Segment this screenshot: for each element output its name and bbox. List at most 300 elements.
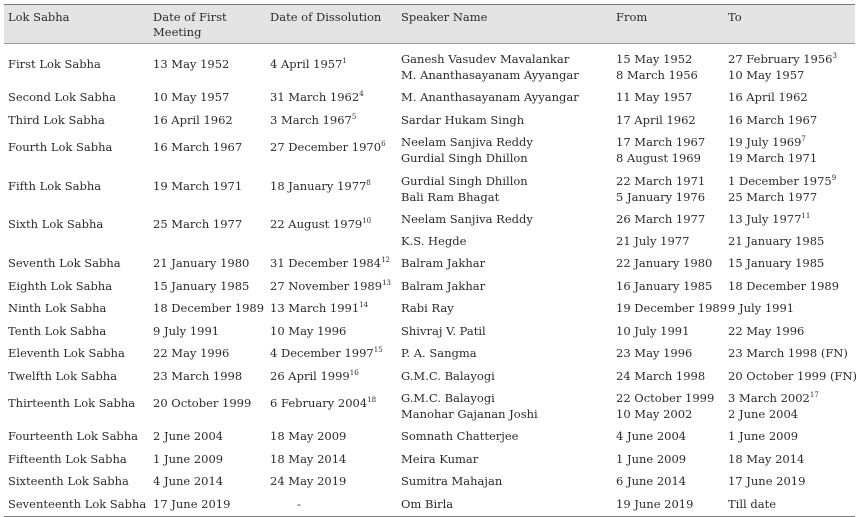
line-text: 21 January 1985 [728,233,825,248]
cell-dissolution-text: - [297,496,301,511]
footnote-ref: 7 [801,135,806,144]
cell-dissolution [266,424,397,447]
table-row [4,85,855,108]
cell-dissolution [266,207,397,251]
line-text: 16 April 1962 [728,90,808,104]
line-text: 1 June 2009 [616,451,687,466]
line-text: Somnath Chatterjee [401,429,519,443]
line-text: 5 January 1976 [616,189,706,204]
cell-first-meeting-text: 1 June 2009 [153,451,224,466]
cell-dissolution-text: 22 August 1979 [270,217,363,231]
cell-speaker-name [397,341,612,364]
cell-lok-sabha [4,44,149,86]
cell-lok-sabha-text: Fourth Lok Sabha [8,140,113,154]
speaker-name-line [401,407,608,423]
cell-lok-sabha [4,319,149,342]
line-text: 10 July 1991 [616,323,690,338]
to-date-line [728,212,851,228]
table-row [4,274,855,297]
to-date-line [728,346,851,362]
cell-lok-sabha-text: First Lok Sabha [8,57,101,71]
line-text: 19 July 1969 [728,135,802,149]
cell-lok-sabha [4,251,149,274]
cell-lok-sabha-text: Twelfth Lok Sabha [8,368,118,383]
cell-lok-sabha-text: Seventh Lok Sabha [8,256,121,270]
line-text: 22 January 1980 [616,256,713,270]
cell-first-meeting-text: 20 October 1999 [153,396,252,410]
cell-dissolution-text: 4 December 1997 [270,346,374,360]
cell-first-meeting [149,319,266,342]
cell-first-meeting [149,424,266,447]
cell-from [612,108,724,131]
from-date-line [616,474,720,490]
cell-speaker-name [397,85,612,108]
speaker-name-line [401,346,608,362]
cell-first-meeting-text: 21 January 1980 [153,256,250,270]
lok-sabha-speakers-table [4,4,855,517]
cell-to [724,341,855,364]
to-date-line [728,68,851,84]
cell-dissolution-text: 3 March 1967 [270,112,352,127]
line-text: Rabi Ray [401,301,454,315]
cell-speaker-name [397,447,612,470]
speaker-name-line [401,190,608,206]
from-date-line [616,452,720,468]
to-date-line [728,324,851,340]
speaker-name-line [401,113,608,129]
header-date-first-meeting: Date of First Meeting [153,10,227,39]
line-text: 13 July 1977 [728,212,802,226]
footnote-ref: 15 [373,346,383,355]
footnote-ref: 3 [832,52,837,61]
cell-first-meeting [149,251,266,274]
footnote-ref: 4 [359,90,364,99]
cell-first-meeting [149,274,266,297]
line-text: 17 April 1962 [616,112,696,127]
cell-dissolution-text: 4 April 1957 [270,57,343,71]
line-text: 3 March 2002 [728,391,810,405]
cell-from [612,130,724,168]
speaker-name-line [401,151,608,167]
cell-lok-sabha [4,469,149,492]
cell-from [612,168,724,207]
cell-dissolution-text: 27 November 1989 [270,278,383,293]
speaker-name-line [401,324,608,340]
to-date-line [728,407,851,423]
cell-first-meeting [149,296,266,319]
footnote-ref: 1 [342,57,347,66]
speaker-name-line [401,256,608,272]
cell-to [724,296,855,319]
cell-speaker-name [397,296,612,319]
footnote-ref: 8 [366,179,371,188]
from-date-line [616,212,720,228]
cell-first-meeting [149,108,266,131]
cell-first-meeting-text: 2 June 2004 [153,429,224,443]
line-text: 21 July 1977 [616,233,690,248]
line-text: 10 May 2002 [616,406,693,421]
cell-first-meeting [149,130,266,168]
speaker-name-line [401,52,608,68]
line-text: M. Ananthasayanam Ayyangar [401,90,579,104]
line-text: Balram Jakhar [401,256,486,270]
cell-from [612,251,724,274]
from-date-line [616,151,720,167]
table-row [4,108,855,131]
cell-dissolution-text: 31 March 1962 [270,90,360,104]
cell-speaker-name [397,168,612,207]
cell-lok-sabha-text: Fourteenth Lok Sabha [8,429,139,443]
line-text: 23 May 1996 [616,346,693,360]
to-date-line [728,174,851,190]
cell-lok-sabha-text: Seventeenth Lok Sabha [8,496,147,511]
to-date-line [728,279,851,295]
table-row [4,424,855,447]
cell-from [612,469,724,492]
cell-dissolution-text: 24 May 2019 [270,474,347,488]
to-date-line [728,474,851,490]
cell-dissolution [266,469,397,492]
line-text: Sumitra Mahajan [401,474,503,488]
cell-speaker-name [397,44,612,86]
cell-lok-sabha-text: Ninth Lok Sabha [8,301,107,315]
from-date-line [616,190,720,206]
line-text: 17 June 2019 [728,474,806,488]
speaker-name-line [401,474,608,490]
to-date-line [728,90,851,106]
header-lok-sabha: Lok Sabha [8,10,70,24]
table-row [4,319,855,342]
cell-lok-sabha [4,296,149,319]
cell-from [612,424,724,447]
line-text: 8 March 1956 [616,67,698,82]
from-date-line [616,90,720,106]
cell-speaker-name [397,274,612,297]
line-text: 9 July 1991 [728,301,795,315]
line-text: Ganesh Vasudev Mavalankar [401,52,570,66]
footnote-ref: 17 [809,391,819,400]
cell-lok-sabha-text: Second Lok Sabha [8,90,117,104]
cell-first-meeting-text: 9 July 1991 [153,323,220,338]
footnote-ref: 9 [831,174,837,183]
line-text: 22 October 1999 [616,391,715,405]
cell-dissolution [266,296,397,319]
line-text: Manohar Gajanan Joshi [401,406,538,421]
cell-to [724,85,855,108]
line-text: 11 May 1957 [616,90,693,104]
cell-from [612,364,724,387]
cell-from [612,492,724,517]
line-text: 23 March 1998 (FN) [728,346,848,360]
speaker-name-line [401,391,608,407]
cell-dissolution [266,251,397,274]
cell-first-meeting [149,44,266,86]
cell-lok-sabha-text: Eleventh Lok Sabha [8,346,125,360]
table-row [4,207,855,251]
cell-lok-sabha [4,447,149,470]
cell-speaker-name [397,469,612,492]
speaker-name-line [401,452,608,468]
table-header-row [4,5,855,44]
header-from: From [616,10,648,24]
cell-first-meeting-text: 15 January 1985 [153,278,250,293]
cell-lok-sabha [4,168,149,207]
cell-to [724,492,855,517]
cell-first-meeting [149,492,266,517]
to-date-line [728,135,851,151]
to-date-line [728,52,851,68]
cell-from [612,207,724,251]
line-text: Shivraj V. Patil [401,323,486,338]
cell-first-meeting-text: 22 May 1996 [153,346,230,360]
cell-first-meeting-text: 16 April 1962 [153,112,233,127]
cell-dissolution-text: 18 May 2014 [270,451,347,466]
cell-to [724,108,855,131]
cell-dissolution [266,364,397,387]
cell-lok-sabha [4,492,149,517]
line-text: 15 January 1985 [728,256,825,270]
speaker-name-line [401,429,608,445]
table-row [4,296,855,319]
cell-lok-sabha [4,274,149,297]
cell-from [612,296,728,319]
cell-to [724,251,855,274]
cell-first-meeting [149,341,266,364]
table-row [4,492,855,517]
cell-to [724,319,855,342]
cell-dissolution-text: 6 February 2004 [270,396,368,410]
cell-dissolution-text: 31 December 1984 [270,256,382,270]
cell-first-meeting [149,469,266,492]
line-text: Sardar Hukam Singh [401,112,525,127]
line-text: Balram Jakhar [401,278,486,293]
cell-to [724,424,855,447]
cell-dissolution [266,492,397,517]
to-date-line [728,301,851,317]
to-date-line [728,256,851,272]
line-text: 18 May 2014 [728,451,805,466]
line-text: M. Ananthasayanam Ayyangar [401,67,579,82]
cell-first-meeting-text: 13 May 1952 [153,57,230,71]
line-text: 24 March 1998 [616,368,706,383]
table-row [4,341,855,364]
line-text: Neelam Sanjiva Reddy [401,135,533,149]
footnote-ref: 12 [381,256,390,265]
line-text: 10 May 1957 [728,67,805,82]
table-row [4,364,855,387]
speaker-name-line [401,68,608,84]
cell-from [612,44,724,86]
cell-first-meeting-text: 23 March 1998 [153,368,243,383]
cell-lok-sabha [4,386,149,424]
cell-dissolution [266,168,397,207]
from-date-line [616,324,720,340]
cell-first-meeting-text: 4 June 2014 [153,474,224,488]
cell-to [724,386,855,424]
cell-from [612,341,724,364]
cell-from [612,386,724,424]
line-text: 22 March 1971 [616,174,706,188]
from-date-line [616,369,720,385]
cell-to [724,207,855,251]
to-date-line [728,113,851,129]
cell-lok-sabha [4,424,149,447]
cell-lok-sabha-text: Eighth Lok Sabha [8,278,113,293]
cell-first-meeting-text: 18 December 1989 [153,301,265,315]
cell-first-meeting [149,85,266,108]
from-date-line [616,391,720,407]
from-date-line [616,113,720,129]
to-date-line [728,368,857,385]
line-text: 15 May 1952 [616,52,693,66]
speaker-name-line [401,212,608,228]
cell-dissolution [266,341,397,364]
cell-to [724,130,855,168]
line-text: G.M.C. Balayogi [401,368,495,383]
cell-dissolution-text: 26 April 1999 [270,368,350,383]
cell-to [724,274,855,297]
footnote-ref: 11 [801,212,811,221]
line-text: 17 March 1967 [616,135,706,149]
line-text: 19 June 2019 [616,496,694,511]
cell-first-meeting-text: 16 March 1967 [153,140,243,154]
cell-lok-sabha-text: Fifth Lok Sabha [8,179,102,193]
line-text: 16 March 1967 [728,112,818,127]
from-date-line [616,346,720,362]
footnote-ref: 6 [381,140,386,149]
line-text: 18 December 1989 [728,278,840,293]
to-date-line [728,429,851,445]
cell-dissolution [266,447,397,470]
cell-first-meeting-text: 10 May 1957 [153,90,230,104]
header-date-dissolution: Date of Dissolution [270,10,382,24]
line-text: 2 June 2004 [728,406,799,421]
to-date-line [728,391,851,407]
cell-first-meeting-text: 19 March 1971 [153,179,243,193]
from-date-line [616,279,720,295]
cell-first-meeting [149,168,266,207]
to-date-line [728,234,851,250]
cell-dissolution [266,386,397,424]
cell-to [724,364,855,387]
line-text: 4 June 2004 [616,429,687,443]
cell-from [612,85,724,108]
to-date-line [728,190,851,206]
cell-speaker-name [397,251,612,274]
line-text: 1 June 2009 [728,429,799,443]
cell-first-meeting [149,447,266,470]
footnote-ref: 18 [367,396,377,405]
line-text: 25 March 1977 [728,189,818,204]
cell-dissolution-text: 10 May 1996 [270,323,347,338]
cell-lok-sabha-text: Sixteenth Lok Sabha [8,474,129,488]
cell-dissolution [266,130,397,168]
from-date-line [616,256,720,272]
cell-dissolution [266,319,397,342]
from-date-line [616,497,720,513]
cell-first-meeting-text: 25 March 1977 [153,217,243,231]
from-date-line [616,135,720,151]
footnote-ref: 13 [382,278,391,287]
cell-dissolution-text: 13 March 1991 [270,301,360,315]
speaker-name-line [401,234,608,250]
cell-lok-sabha [4,108,149,131]
cell-speaker-name [397,130,612,168]
to-date-line [728,151,851,167]
line-text: 22 May 1996 [728,323,805,338]
speaker-name-line [401,135,608,151]
to-date-line [728,452,851,468]
footnote-ref: 5 [351,112,357,121]
from-date-line [616,407,720,423]
speaker-name-line [401,301,608,317]
cell-to [724,447,855,470]
speaker-name-line [401,279,608,295]
cell-dissolution-text: 18 January 1977 [270,179,367,193]
cell-dissolution [266,274,397,297]
cell-lok-sabha-text: Thirteenth Lok Sabha [8,396,136,410]
from-date-line [616,429,720,445]
table-row [4,44,855,86]
cell-dissolution-text: 27 December 1970 [270,140,382,154]
footnote-ref: 14 [359,301,369,310]
cell-speaker-name [397,319,612,342]
cell-speaker-name [397,492,612,517]
line-text: 19 December 1989 [616,301,728,315]
cell-speaker-name [397,424,612,447]
line-text: Om Birla [401,496,454,511]
from-date-line [616,52,720,68]
cell-lok-sabha [4,341,149,364]
cell-speaker-name [397,207,612,251]
table-body [4,44,855,517]
cell-lok-sabha-text: Fifteenth Lok Sabha [8,451,127,466]
speaker-name-line [401,497,608,513]
line-text: Bali Ram Bhagat [401,189,500,204]
cell-lok-sabha-text: Third Lok Sabha [8,112,105,127]
line-text: Neelam Sanjiva Reddy [401,212,533,226]
cell-lok-sabha [4,85,149,108]
line-text: 16 January 1985 [616,278,713,293]
line-text: 27 February 1956 [728,52,833,66]
line-text: 8 August 1969 [616,150,701,165]
cell-lok-sabha-text: Sixth Lok Sabha [8,217,104,231]
table-row [4,447,855,470]
cell-dissolution [266,85,397,108]
line-text: 26 March 1977 [616,212,706,226]
cell-from [612,447,724,470]
speaker-name-line [401,90,608,106]
to-date-line [728,497,851,513]
cell-lok-sabha-text: Tenth Lok Sabha [8,323,107,338]
cell-first-meeting [149,207,266,251]
line-text: Gurdial Singh Dhillon [401,150,528,165]
cell-lok-sabha [4,207,149,251]
table-row [4,251,855,274]
cell-first-meeting [149,364,266,387]
table-row [4,130,855,168]
table-row [4,168,855,207]
cell-from [612,274,724,297]
cell-lok-sabha [4,364,149,387]
cell-speaker-name [397,386,612,424]
cell-lok-sabha [4,130,149,168]
speaker-name-line [401,369,608,385]
line-text: 1 December 1975 [728,174,832,188]
line-text: Till date [728,496,777,511]
line-text: K.S. Hegde [401,233,467,248]
from-date-line [616,234,720,250]
